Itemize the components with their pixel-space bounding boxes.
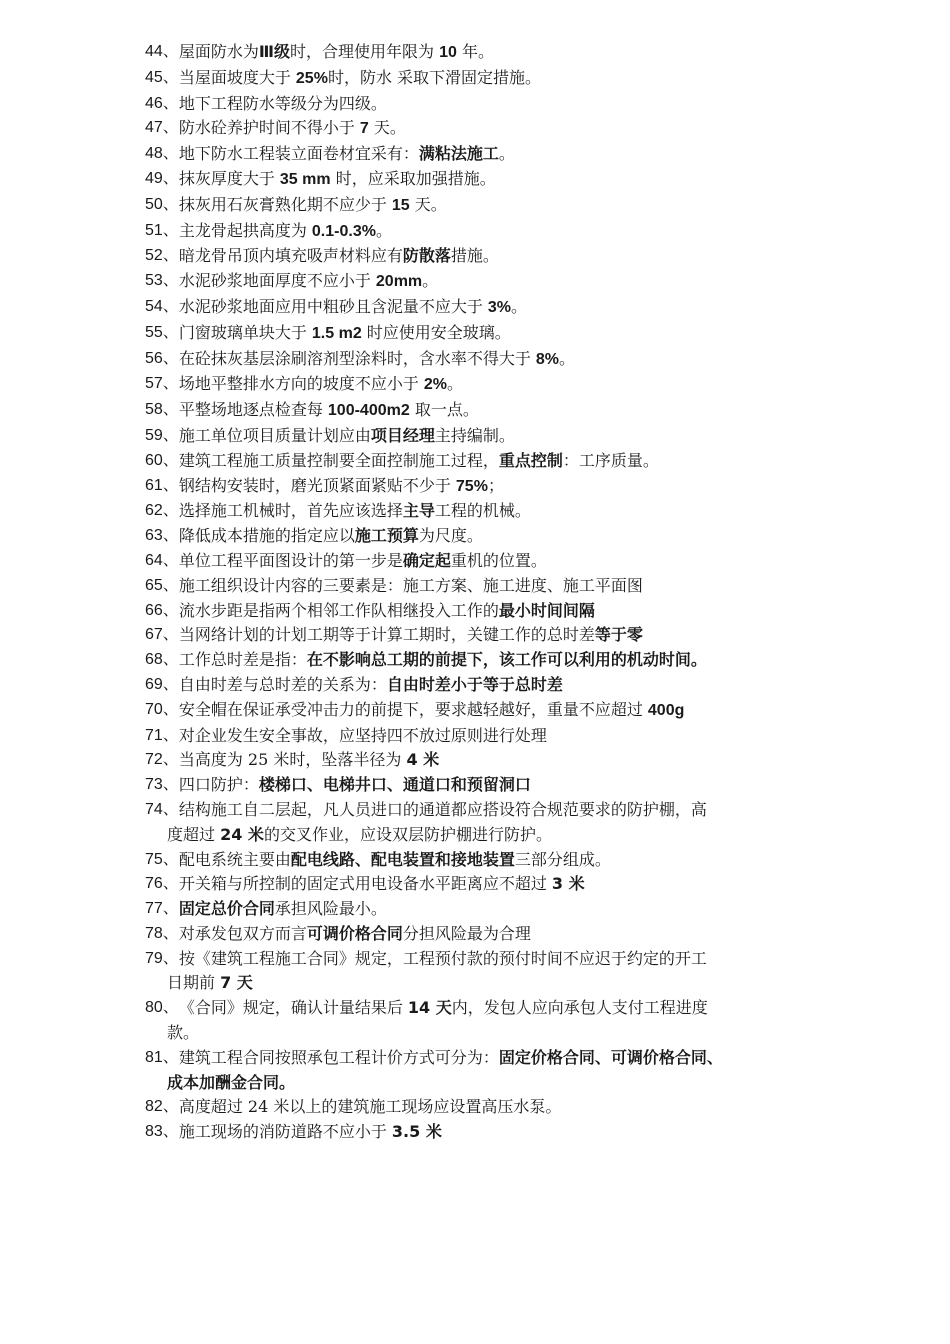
item-text-segment: 施工现场的消防道路不应小于 (178, 1122, 392, 1142)
item-number: 69、 (145, 675, 179, 693)
item-text (179, 347, 825, 373)
item-number: 50、 (145, 195, 179, 213)
emphasis-text: 0.1-0.3% (311, 222, 376, 240)
item-number: 80、 (145, 999, 179, 1017)
item-number: 55、 (145, 323, 179, 341)
item-text (179, 1046, 825, 1071)
emphasis-text: 10 (439, 44, 457, 61)
item-text-segment: 屋面防水为 (178, 42, 259, 61)
item-text-segment: 对承发包双方而言 (178, 923, 307, 943)
emphasis-text: 配电线路、配电装置和接地装置 (290, 849, 515, 869)
emphasis-text: 7 (359, 120, 369, 138)
emphasis-text: 成本加酬金合同。 (167, 1072, 296, 1092)
item-number: 62、 (145, 502, 179, 520)
item-text-segment: 当高度为 25 米时，坠落半径为 (178, 750, 407, 770)
item-continuation (145, 971, 825, 996)
item-text-segment: 主持编制。 (434, 425, 515, 445)
emphasis-text: 100-400m2 (327, 402, 410, 420)
list-item (145, 848, 825, 873)
emphasis-text: 重点控制 (498, 450, 563, 470)
item-text (179, 922, 825, 947)
item-text-segment: 《合同》规定，确认计量结果后 (178, 998, 408, 1018)
item-text (179, 623, 825, 648)
item-text (179, 947, 825, 972)
emphasis-text: 24 米 (220, 824, 264, 844)
item-text (179, 167, 825, 193)
item-text (179, 599, 825, 624)
item-text-segment: ； (487, 475, 504, 495)
item-text (179, 574, 825, 599)
item-text-segment: 建筑工程合同按照承包工程计价方式可分为： (178, 1047, 499, 1067)
list-item (145, 244, 825, 269)
list-item (145, 321, 825, 347)
item-number: 83、 (145, 1123, 179, 1141)
list-item (145, 698, 825, 724)
list-item (145, 549, 825, 574)
item-text-segment: 分担风险最为合理 (402, 923, 531, 943)
emphasis-text: 20mm (375, 273, 423, 291)
item-number: 81、 (145, 1048, 179, 1066)
item-number: 77、 (145, 900, 179, 918)
item-number: 70、 (145, 700, 179, 718)
item-text (179, 848, 825, 873)
item-text (179, 92, 825, 117)
item-text-segment: 水泥砂浆地面厚度不应小于 (178, 271, 376, 291)
item-text-segment: 时，合理使用年限为 (289, 42, 440, 61)
emphasis-text: 3 米 (551, 874, 585, 894)
item-text-segment: 建筑工程施工质量控制要全面控制施工过程， (178, 450, 499, 470)
list-item (145, 40, 825, 66)
item-text (179, 549, 825, 574)
item-text-segment: 年。 (456, 42, 494, 61)
item-text-segment: 开关箱与所控制的固定式用电设备水平距离应不超过 (178, 874, 552, 894)
list-item (145, 269, 825, 295)
item-text (179, 524, 825, 549)
item-continuation (145, 823, 825, 848)
item-number: 53、 (145, 272, 179, 290)
item-number: 78、 (145, 924, 179, 942)
list-item (145, 193, 825, 219)
item-number: 48、 (145, 145, 179, 163)
item-text-segment: 场地平整排水方向的坡度不应小于 (178, 374, 424, 394)
item-text (179, 424, 825, 449)
item-text-segment: 。 (422, 271, 439, 291)
item-number: 49、 (145, 169, 179, 187)
item-text-segment: 平整场地逐点检查每 (178, 400, 328, 420)
list-item (145, 947, 825, 997)
list-item (145, 623, 825, 648)
list-item (145, 648, 825, 673)
item-number: 63、 (145, 527, 179, 545)
item-text-segment: 对企业发生安全事故，应坚持四不放过原则进行处理 (178, 725, 547, 745)
list-item (145, 673, 825, 698)
emphasis-text: 自由时差小于等于总时差 (386, 674, 563, 694)
item-number: 76、 (145, 875, 179, 893)
list-item (145, 599, 825, 624)
item-number: 58、 (145, 401, 179, 419)
item-text-segment: 度超过 (167, 824, 221, 844)
item-text-segment: 安全帽在保证承受冲击力的前提下，要求越轻越好，重量不应超过 (178, 699, 648, 719)
emphasis-text: 固定总价合同 (178, 899, 275, 919)
item-text (179, 66, 825, 92)
item-text (179, 474, 825, 500)
item-number: 45、 (145, 68, 179, 86)
list-item (145, 872, 825, 897)
item-number: 66、 (145, 601, 179, 619)
list-item (145, 424, 825, 449)
item-text (179, 996, 825, 1021)
item-text-segment: 抹灰用石灰膏熟化期不应少于 (178, 194, 392, 214)
item-text-segment: 日期前 (167, 973, 221, 993)
item-text-segment: 的交叉作业，应设双层防护棚进行防护。 (263, 824, 552, 844)
item-number: 68、 (145, 651, 179, 669)
list-item (145, 574, 825, 599)
item-text-segment: 时，防水 采取下滑固定措施。 (327, 67, 542, 87)
item-number: 65、 (145, 576, 179, 594)
emphasis-text: 施工预算 (354, 526, 419, 546)
item-number: 59、 (145, 426, 179, 444)
list-item (145, 66, 825, 92)
item-text-segment: 配电系统主要由 (178, 849, 291, 869)
item-text (179, 1095, 825, 1120)
item-number: 56、 (145, 349, 179, 367)
emphasis-text: 3.5 米 (391, 1122, 442, 1142)
item-number: 79、 (145, 949, 179, 967)
item-text-segment: 主龙骨起拱高度为 (178, 220, 312, 240)
item-number: 54、 (145, 297, 179, 315)
item-number: 82、 (145, 1098, 179, 1116)
emphasis-text: 防散落 (402, 246, 451, 266)
list-item (145, 922, 825, 947)
item-text (179, 773, 825, 798)
item-text (179, 1120, 825, 1145)
item-text (179, 219, 825, 245)
item-text-segment: 当网络计划的计划工期等于计算工期时，关键工作的总时差 (178, 625, 595, 645)
emphasis-text: 400g (647, 701, 685, 719)
list-item (145, 167, 825, 193)
list-item (145, 524, 825, 549)
item-text-segment: 地下防水工程装立面卷材宜采有： (178, 144, 419, 164)
emphasis-text: 7 天 (220, 973, 253, 993)
list-item (145, 1095, 825, 1120)
item-text-segment: 门窗玻璃单块大于 (178, 322, 312, 342)
emphasis-text: 25% (295, 69, 328, 87)
item-text (179, 698, 825, 724)
item-text-segment: 施工单位项目质量计划应由 (178, 425, 371, 445)
item-text (179, 798, 825, 823)
item-text-segment: 。 (559, 348, 576, 368)
item-text (179, 398, 825, 424)
item-text-segment: 天。 (368, 118, 406, 138)
item-number: 73、 (145, 776, 179, 794)
item-number: 64、 (145, 551, 179, 569)
emphasis-text: 主导 (402, 501, 435, 521)
emphasis-text: 满粘法施工 (418, 144, 499, 164)
item-text-segment: 措施。 (450, 246, 499, 266)
item-text-segment: 高度超过 24 米以上的建筑施工现场应设置高压水泵。 (178, 1097, 562, 1117)
item-number: 51、 (145, 221, 179, 239)
item-text-segment: 工作总时差是指： (178, 650, 307, 670)
emphasis-text: 2% (423, 376, 448, 394)
list-item (145, 142, 825, 167)
item-number: 47、 (145, 119, 179, 137)
item-text-segment: 。 (498, 144, 515, 164)
list-item (145, 773, 825, 798)
emphasis-text: 1.5 m2 (311, 324, 362, 342)
item-number: 44、 (145, 43, 179, 60)
document-body (145, 40, 825, 1145)
item-text (179, 724, 825, 749)
item-number: 74、 (145, 800, 179, 818)
list-item (145, 499, 825, 524)
item-text (179, 872, 825, 897)
item-text-segment: 水泥砂浆地面应用中粗砂且含泥量不应大于 (178, 296, 488, 316)
item-text-segment: 降低成本措施的指定应以 (178, 526, 355, 546)
list-item (145, 996, 825, 1046)
item-text-segment: 四口防护： (178, 775, 259, 795)
item-text-segment: ：工序质量。 (562, 450, 659, 470)
list-item (145, 398, 825, 424)
item-text-segment: 选择施工机械时，首先应该选择 (178, 501, 403, 521)
emphasis-text: 8% (535, 350, 560, 368)
item-text-segment: 承担风险最小。 (274, 899, 387, 919)
item-text-segment: 施工组织设计内容的三要素是：施工方案、施工进度、施工平面图 (178, 575, 643, 595)
item-text-segment: 。 (375, 220, 392, 240)
item-number: 52、 (145, 247, 179, 265)
item-text-segment: 结构施工自二层起，凡人员进口的通道都应搭设符合规范要求的防护棚，高 (178, 799, 707, 819)
item-text-segment: 按《建筑工程施工合同》规定，工程预付款的预付时间不应迟于约定的开工 (178, 948, 707, 968)
item-text (179, 269, 825, 295)
list-item (145, 1120, 825, 1145)
emphasis-text: 4 米 (406, 750, 440, 770)
list-item (145, 748, 825, 773)
item-text (179, 193, 825, 219)
item-text-segment: 时，应采取加强措施。 (330, 168, 496, 188)
emphasis-text: 项目经理 (370, 425, 435, 445)
emphasis-text: 35 mm (279, 170, 331, 188)
item-number: 57、 (145, 375, 179, 393)
item-text-segment: 天。 (409, 194, 447, 214)
item-text (179, 116, 825, 142)
item-text (179, 648, 825, 673)
emphasis-text: 等于零 (594, 625, 643, 645)
list-item (145, 295, 825, 321)
item-text (179, 244, 825, 269)
item-number: 61、 (145, 476, 179, 494)
item-text-segment: 单位工程平面图设计的第一步是 (178, 550, 403, 570)
item-number: 60、 (145, 451, 179, 469)
emphasis-text: 15 (391, 196, 410, 214)
list-item (145, 449, 825, 474)
list-item (145, 474, 825, 500)
item-text-segment: 。 (511, 296, 528, 316)
item-text (179, 372, 825, 398)
emphasis-text: 在不影响总工期的前提下，该工作可以利用的机动时间。 (306, 650, 707, 670)
item-text-segment: 自由时差与总时差的关系为： (178, 674, 387, 694)
item-text-segment: 工程的机械。 (434, 501, 531, 521)
item-text (179, 449, 825, 474)
list-item (145, 116, 825, 142)
item-text (179, 499, 825, 524)
emphasis-text: 3% (487, 298, 512, 316)
item-number: 71、 (145, 726, 179, 744)
item-number: 75、 (145, 850, 179, 868)
list-item (145, 92, 825, 117)
emphasis-text: 可调价格合同 (306, 923, 403, 943)
emphasis-text: 确定起 (402, 550, 451, 570)
item-text-segment: 重机的位置。 (450, 550, 547, 570)
item-text (179, 673, 825, 698)
item-text-segment: 三部分组成。 (514, 849, 611, 869)
emphasis-text: 楼梯口、电梯井口、通道口和预留洞口 (258, 775, 531, 795)
emphasis-text: 14 天 (407, 998, 452, 1018)
item-text-segment: 内，发包人应向承包人支付工程进度 (451, 998, 708, 1018)
item-text-segment: 钢结构安装时，磨光顶紧面紧贴不少于 (178, 475, 456, 495)
list-item (145, 1046, 825, 1096)
list-item (145, 897, 825, 922)
item-text-segment: 暗龙骨吊顶内填充吸声材料应有 (178, 246, 403, 266)
emphasis-text: 固定价格合同、可调价格合同、 (498, 1047, 723, 1067)
list-item (145, 347, 825, 373)
item-text (179, 897, 825, 922)
list-item (145, 372, 825, 398)
item-continuation (145, 1071, 825, 1096)
emphasis-text: Ⅲ级 (258, 42, 290, 61)
item-text-segment: 防水砼养护时间不得小于 (178, 118, 360, 138)
item-text-segment: 地下工程防水等级分为四级。 (178, 93, 387, 113)
item-continuation (145, 1021, 825, 1046)
item-number: 67、 (145, 626, 179, 644)
emphasis-text: 75% (455, 477, 488, 495)
item-text (179, 40, 825, 66)
item-text-segment: 时应使用安全玻璃。 (361, 322, 511, 342)
list-item (145, 724, 825, 749)
list-item (145, 798, 825, 848)
list-item (145, 219, 825, 245)
item-text-segment: 当屋面坡度大于 (178, 67, 296, 87)
item-text (179, 142, 825, 167)
item-text-segment: 取一点。 (409, 400, 479, 420)
item-number: 46、 (145, 94, 179, 112)
item-text-segment: 。 (447, 374, 464, 394)
item-number: 72、 (145, 751, 179, 769)
item-text (179, 321, 825, 347)
item-text-segment: 款。 (167, 1023, 200, 1043)
item-text (179, 748, 825, 773)
item-text-segment: 抹灰厚度大于 (178, 168, 280, 188)
item-text-segment: 流水步距是指两个相邻工作队相继投入工作的 (178, 600, 499, 620)
item-text (179, 295, 825, 321)
emphasis-text: 最小时间间隔 (498, 600, 595, 620)
item-text-segment: 为尺度。 (418, 526, 483, 546)
item-text-segment: 在砼抹灰基层涂刷溶剂型涂料时，含水率不得大于 (178, 348, 536, 368)
